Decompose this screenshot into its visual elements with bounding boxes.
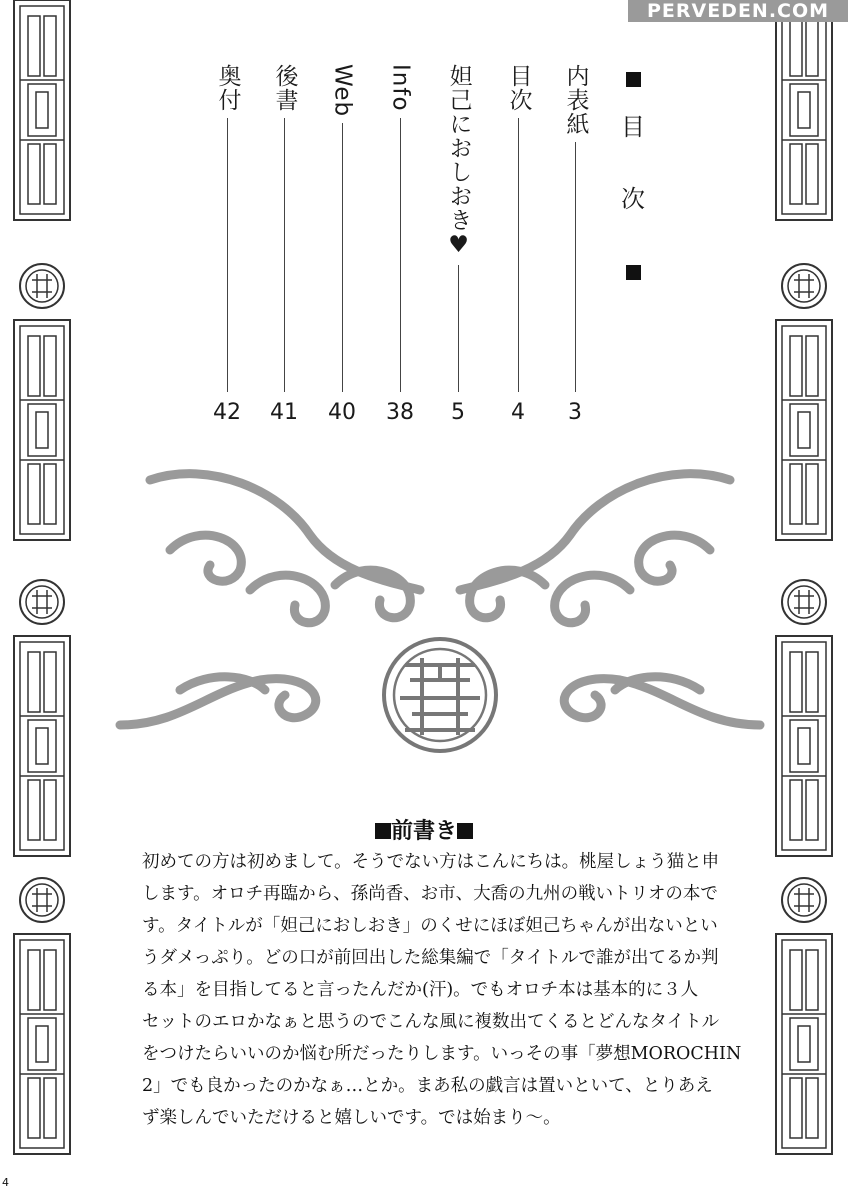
preface-title-text: 前書き: [390, 819, 457, 844]
toc-entry-page: 38: [386, 400, 414, 425]
cloud-icon: [170, 535, 241, 581]
preface-line: 初めての方は初めまして。そうでない方はこんにちは。桃屋しょう猫と申: [142, 852, 720, 872]
page-number: 4: [2, 1176, 9, 1189]
double-happiness-seal-icon: [384, 639, 496, 751]
preface-body: [142, 846, 742, 1134]
preface-line: す。タイトルが「妲己におしおき」のくせにほぼ妲己ちゃんが出ないとい: [142, 916, 718, 936]
toc-entry-title: 妲己におしおき♥: [445, 64, 472, 259]
square-bullet-icon: [626, 72, 641, 87]
toc-leader-line: [458, 265, 459, 392]
toc-leader-line: [518, 118, 519, 392]
toc-entry: [322, 64, 362, 424]
lattice-border-left: [10, 0, 74, 1200]
preface-line: 2」でも良かったのかなぁ…とか。まあ私の戯言は置いといて、とりあえ: [142, 1076, 713, 1096]
toc-entry-title: 目次: [505, 64, 532, 112]
toc-entry: [207, 64, 247, 424]
toc-leader-line: [575, 142, 576, 392]
preface-line: うダメっぷり。どの口が前回出した総集編で「タイトルで誰が出てるか判: [142, 948, 719, 968]
toc-leader-line: [400, 118, 401, 392]
cloud-icon: [120, 679, 316, 725]
toc-entry-title: 内表紙: [562, 64, 589, 136]
preface-line: セットのエロかなぁと思うのでこんな風に複数出てくるとどんなタイトル: [142, 1012, 720, 1032]
lattice-border-right: [772, 0, 836, 1200]
toc-heading-char: 目: [621, 113, 645, 141]
toc-entry-page: 40: [328, 400, 356, 425]
toc-entry: [438, 64, 478, 424]
toc-entry-page: 5: [451, 400, 465, 425]
preface-line: します。オロチ再臨から、孫尚香、お市、大喬の九州の戦いトリオの本で: [142, 884, 718, 904]
cloud-seal-decoration: [100, 440, 780, 760]
toc-leader-line: [342, 123, 343, 392]
cloud-icon: [555, 575, 630, 623]
toc-entry-page: 41: [270, 400, 298, 425]
toc-entry-title: Web: [329, 64, 356, 118]
toc-entry: [264, 64, 304, 424]
cloud-icon: [250, 575, 325, 623]
toc-entry: [555, 64, 595, 424]
preface-heading: [0, 814, 848, 845]
watermark: PERVEDEN.COM: [628, 0, 848, 22]
toc-entry: [498, 64, 538, 424]
toc-entry: [380, 64, 420, 424]
preface-line: ず楽しんでいただけると嬉しいです。では始まり〜。: [142, 1108, 561, 1128]
square-bullet-icon: [375, 823, 391, 839]
toc-entry-title: 奥付: [214, 64, 241, 112]
square-bullet-icon: [626, 265, 641, 280]
toc-entry-title: Info: [387, 64, 414, 112]
square-bullet-icon: [457, 823, 473, 839]
toc-leader-line: [284, 118, 285, 392]
toc-entry-title: 後書: [271, 64, 298, 112]
toc-entry-page: 4: [511, 400, 525, 425]
toc-leader-line: [227, 118, 228, 392]
toc-heading-char: 次: [621, 185, 645, 213]
preface-line: をつけたらいいのか悩む所だったりします。いっその事「夢想MOROCHIN: [142, 1044, 742, 1064]
cloud-icon: [564, 679, 760, 725]
preface-line: る本」を目指してると言ったんだか(汗)。でもオロチ本は基本的に３人: [142, 980, 699, 1000]
toc-entry-page: 42: [213, 400, 241, 425]
toc-entry-page: 3: [568, 400, 582, 425]
cloud-icon: [639, 535, 710, 581]
toc-heading: [608, 68, 658, 284]
